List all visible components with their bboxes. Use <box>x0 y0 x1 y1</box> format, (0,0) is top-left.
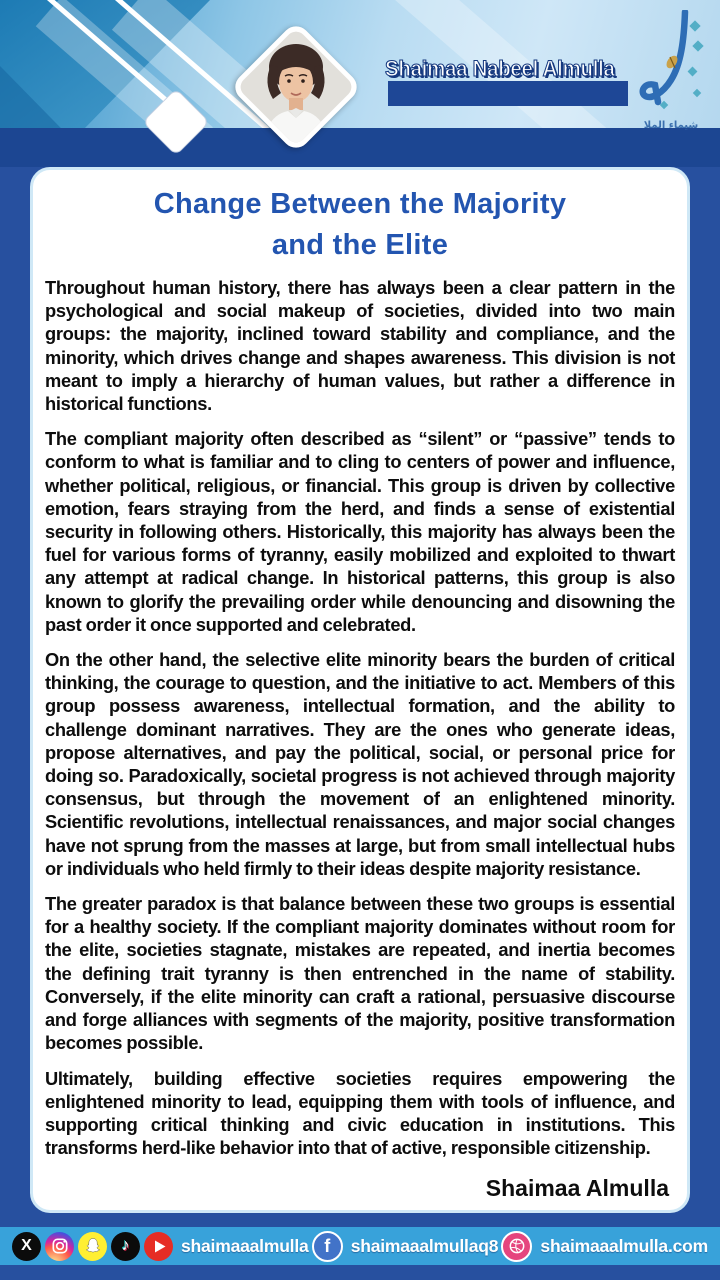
article-title <box>45 184 675 266</box>
social-group-main <box>12 1232 309 1261</box>
facebook-icon[interactable] <box>312 1231 343 1262</box>
website-url[interactable]: shaimaaalmulla.com <box>540 1235 708 1256</box>
article-paragraph-3: On the other hand, the selective elite minority bears the burden of critical thinking, the courage to question, and the initiative to act. Members of this group possess awareness, intellectual formation, and the ability to challenge dominant narratives. They are the ones who generate ideas, propose alternatives, and pay the political, social, or personal price for doing so. Paradoxically, societal progress is not achieved through majority consensus, but through the movement of an enlightened minority. Scientific revolutions, intellectual renaissances, and major social changes have not sprung from the masses at large, but from small intellectual hubs or individuals who held firmly to their ideas despite majority resistance. <box>45 649 675 879</box>
article-title-line1: Change Between the Majority <box>153 188 567 220</box>
article-paragraph-5: Ultimately, building effective societies requires empowering the enlightened minority to lead, equipping them with tools of influence, and supporting critical thinking and civic education in institutions. This transforms herd-like behavior into that of active, responsible citizenship. <box>45 1067 675 1159</box>
facebook-handle[interactable]: shaimaaalmullaq8 <box>350 1235 499 1256</box>
youtube-icon[interactable] <box>144 1232 173 1261</box>
name-banner-bar <box>388 81 628 106</box>
header-banner <box>0 0 720 167</box>
article-paragraph-4: The greater paradox is that balance between these two groups is essential for a healthy society. If the compliant majority dominates without room for the elite, societies stagnate, mistakes are repeated, and inertia becomes the defining trait tyranny is then entrenched in the name of stability. Conversely, if the elite minority can craft a rational, persuasive discourse and forge alliances with segments of the majority, positive transformation becomes possible. <box>45 893 675 1054</box>
social-group-facebook <box>312 1231 499 1262</box>
article-paragraph-1: Throughout human history, there has always been a clear pattern in the psychological and social makeup of societies, divided into two main groups: the majority, inclined toward stability and compliance, and the minority, which drives change and shapes awareness. This division is not meant to imply a hierarchy of human values, but rather a difference in historical functions. <box>45 277 675 415</box>
article-title-line2: and the Elite <box>271 229 449 261</box>
social-group-website <box>501 1231 708 1262</box>
brand-logo <box>628 10 714 131</box>
logo-arabic-text: شيماء الملا <box>643 120 699 131</box>
website-icon[interactable] <box>501 1231 532 1262</box>
instagram-icon[interactable] <box>45 1232 74 1261</box>
author-name-banner <box>385 56 635 108</box>
tiktok-icon[interactable] <box>111 1232 140 1261</box>
tiktok-glyph: ♪ <box>121 1237 130 1254</box>
x-icon[interactable] <box>12 1232 41 1261</box>
article-paragraph-2: The compliant majority often described as “silent” or “passive” tends to conform to what is familiar and to cling to centers of power and influence, whether political, religious, or financial. This group is driven by collective emotion, fears straying from the herd, and finds a sense of existential security in following others. Historically, this majority has always been the fuel for various forms of tyranny, easily mobilized and exploited to thwart any attempt at radical change. In historical patterns, this group is also known to glorify the prevailing order while denouncing and disowning the past order it once supported and celebrated. <box>45 428 675 635</box>
article-card <box>30 167 690 1213</box>
facebook-glyph: f <box>324 1235 331 1256</box>
author-signature: Shaimaa Almulla <box>485 1175 669 1202</box>
snapchat-icon[interactable] <box>78 1232 107 1261</box>
author-name: Shaimaa Nabeel Almulla <box>385 56 615 81</box>
header-navy-band <box>0 128 720 167</box>
social-handle[interactable]: shaimaaalmulla <box>181 1235 309 1256</box>
x-glyph: X <box>21 1237 32 1254</box>
social-bar <box>0 1227 720 1265</box>
calligraphy-logo-icon <box>631 10 711 114</box>
